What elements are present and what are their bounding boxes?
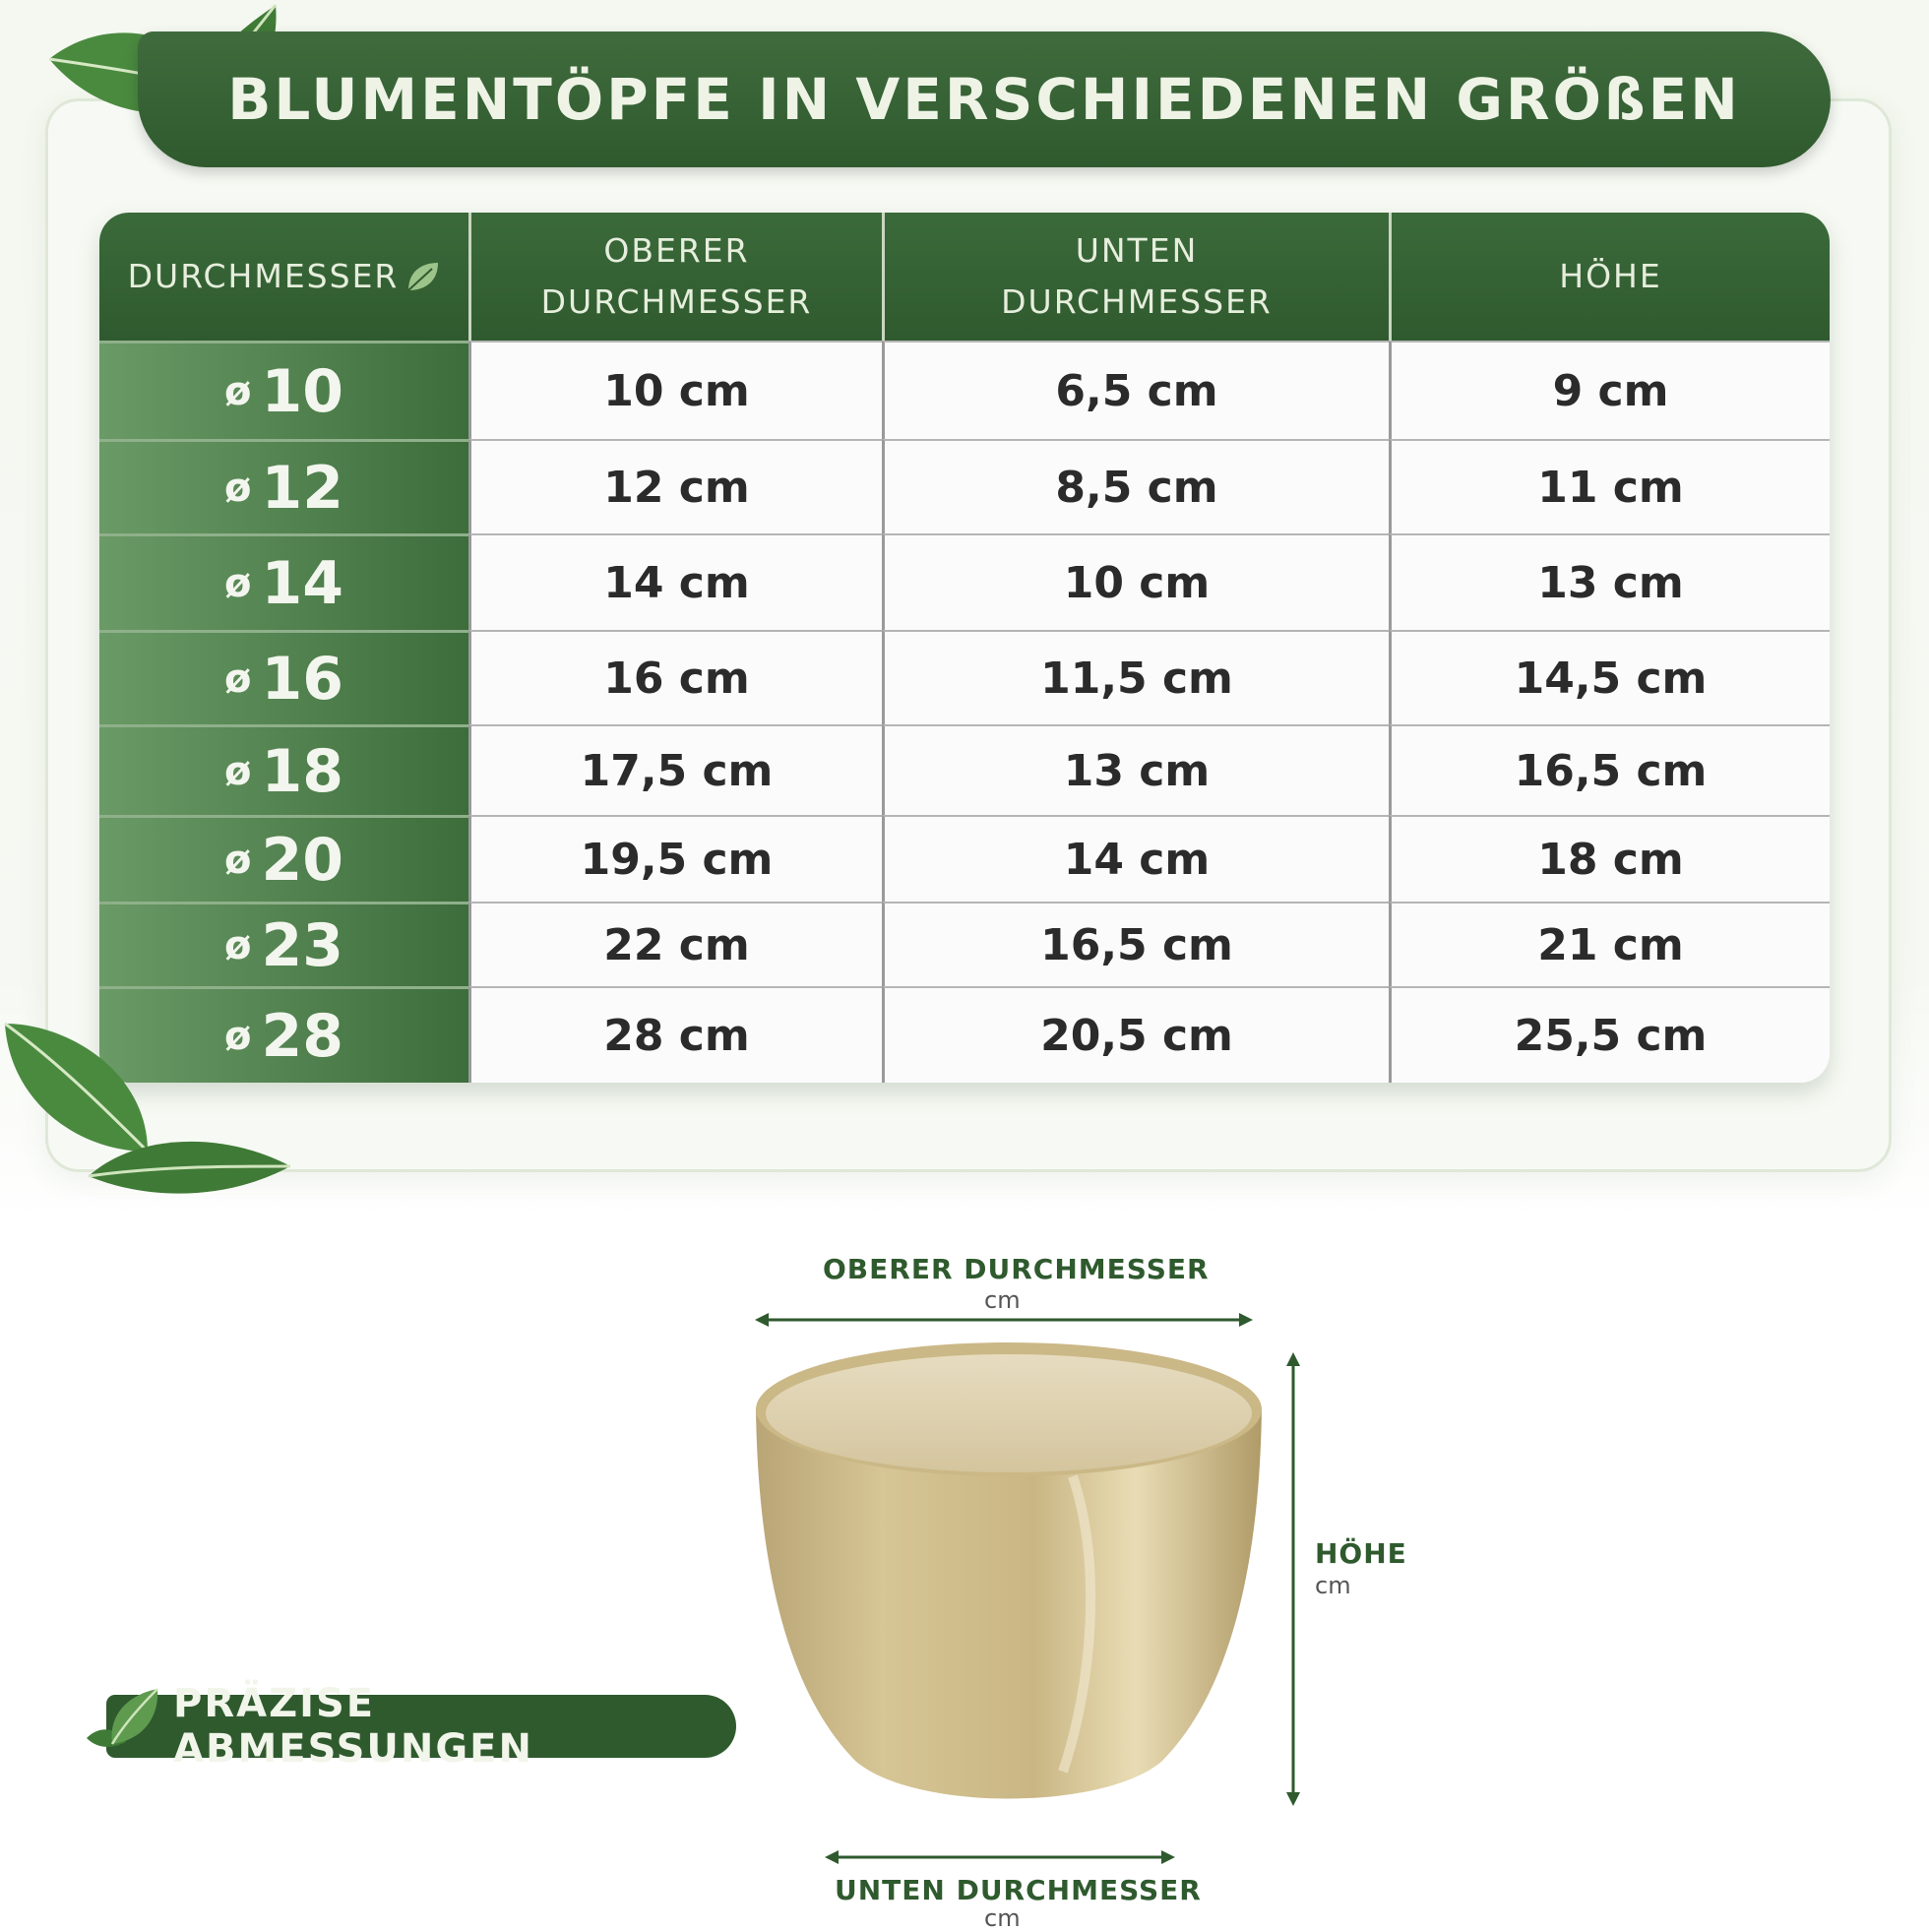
table-row <box>99 724 1830 815</box>
height-cell: 13 cm <box>1389 533 1830 630</box>
size-value: 16 <box>261 644 343 714</box>
top-diameter-cell: 12 cm <box>468 439 882 533</box>
size-label <box>99 815 468 902</box>
header-bottom-diameter <box>882 213 1389 341</box>
table-row <box>99 533 1830 630</box>
size-value: 23 <box>261 910 343 980</box>
top-diameter-cell: 22 cm <box>468 902 882 986</box>
top-diameter-cell: 10 cm <box>468 341 882 439</box>
table-row <box>99 902 1830 986</box>
header-bottom-line1: UNTEN <box>1075 231 1199 270</box>
height-cell: 18 cm <box>1389 815 1830 902</box>
size-value: 14 <box>261 548 343 618</box>
bottom-diameter-cell: 16,5 cm <box>882 902 1389 986</box>
header-bottom-line2: DURCHMESSER <box>1001 282 1273 321</box>
table-row <box>99 630 1830 724</box>
top-diameter-cell: 19,5 cm <box>468 815 882 902</box>
table-row <box>99 815 1830 902</box>
bottom-diameter-cell: 11,5 cm <box>882 630 1389 724</box>
diameter-symbol: ø <box>224 837 252 883</box>
size-label <box>99 630 468 724</box>
size-label <box>99 533 468 630</box>
top-arrow-icon <box>753 1309 1255 1331</box>
size-value: 18 <box>261 736 343 806</box>
size-label <box>99 439 468 533</box>
badge-leaf-icon <box>85 1685 163 1754</box>
bottom-diameter-cell: 14 cm <box>882 815 1389 902</box>
table-row <box>99 439 1830 533</box>
flower-pot-image <box>748 1339 1270 1821</box>
size-label <box>99 902 468 986</box>
table-row <box>99 341 1830 439</box>
table-header <box>99 213 1830 341</box>
diameter-symbol: ø <box>224 560 252 606</box>
leaf-decoration-bottom-icon <box>0 1004 295 1201</box>
page-title: BLUMENTÖPFE IN VERSCHIEDENEN GRÖßEN <box>227 66 1741 133</box>
size-value: 12 <box>261 453 343 523</box>
header-top-line1: OBERER <box>603 231 750 270</box>
top-diameter-cell: 17,5 cm <box>468 724 882 815</box>
height-label: HÖHE <box>1315 1537 1407 1570</box>
height-cell: 14,5 cm <box>1389 630 1830 724</box>
bottom-diameter-cell: 13 cm <box>882 724 1389 815</box>
height-cell: 9 cm <box>1389 341 1830 439</box>
bottom-diameter-cell: 8,5 cm <box>882 439 1389 533</box>
top-diameter-label: OBERER DURCHMESSER <box>823 1253 1210 1285</box>
header-diameter-label: DURCHMESSER <box>127 257 400 295</box>
precise-dimensions-badge <box>106 1681 736 1772</box>
bottom-diameter-label: UNTEN DURCHMESSER <box>835 1874 1202 1906</box>
title-banner <box>138 31 1831 167</box>
header-top-line2: DURCHMESSER <box>540 282 813 321</box>
bottom-diameter-unit: cm <box>984 1904 1021 1932</box>
bottom-diameter-cell: 10 cm <box>882 533 1389 630</box>
diameter-symbol: ø <box>224 922 252 968</box>
header-height-label: HÖHE <box>1559 257 1662 295</box>
height-unit: cm <box>1315 1572 1351 1599</box>
top-diameter-cell: 28 cm <box>468 986 882 1083</box>
header-top-diameter <box>468 213 882 341</box>
top-diameter-unit: cm <box>984 1286 1021 1314</box>
top-diameter-cell: 14 cm <box>468 533 882 630</box>
bottom-arrow-icon <box>823 1846 1177 1868</box>
header-diameter <box>99 213 468 341</box>
height-cell: 21 cm <box>1389 902 1830 986</box>
diameter-symbol: ø <box>224 465 252 511</box>
diameter-symbol: ø <box>224 748 252 794</box>
size-label <box>99 724 468 815</box>
badge-label: PRÄZISE ABMESSUNGEN <box>173 1681 533 1772</box>
diameter-symbol: ø <box>224 368 252 414</box>
size-value: 10 <box>261 356 343 426</box>
size-value: 20 <box>261 825 343 895</box>
leaf-icon <box>404 259 440 294</box>
size-value: 28 <box>261 1001 343 1071</box>
height-cell: 11 cm <box>1389 439 1830 533</box>
bottom-diameter-cell: 6,5 cm <box>882 341 1389 439</box>
size-label <box>99 341 468 439</box>
table-row <box>99 986 1830 1083</box>
header-height <box>1389 213 1830 341</box>
height-cell: 16,5 cm <box>1389 724 1830 815</box>
bottom-diameter-cell: 20,5 cm <box>882 986 1389 1083</box>
diameter-symbol: ø <box>224 1013 252 1059</box>
height-arrow-icon <box>1282 1350 1304 1808</box>
height-cell: 25,5 cm <box>1389 986 1830 1083</box>
diameter-symbol: ø <box>224 655 252 702</box>
top-diameter-cell: 16 cm <box>468 630 882 724</box>
size-table <box>99 213 1830 1083</box>
